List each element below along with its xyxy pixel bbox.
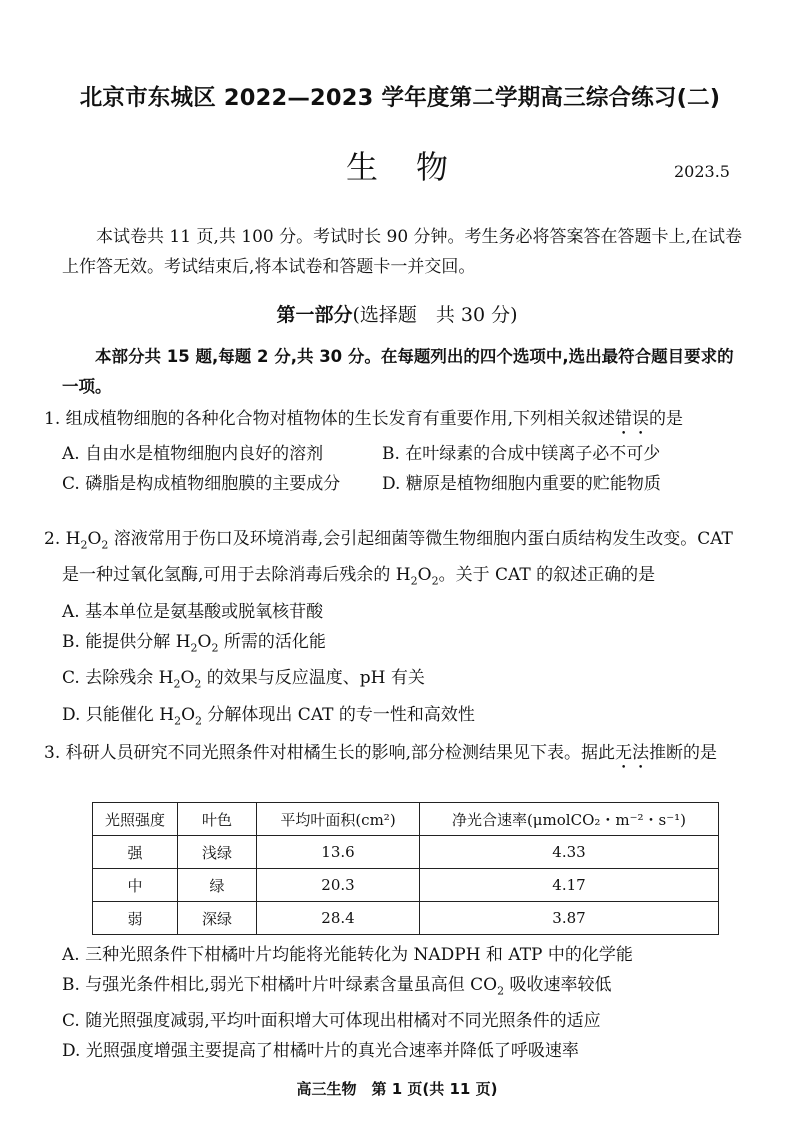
option-text: D. 只能催化 H xyxy=(62,704,175,725)
q2-stem-part: O xyxy=(417,565,432,586)
section-subtitle: (选择题 共 30 分) xyxy=(352,304,518,326)
table-cell: 弱 xyxy=(93,902,178,935)
subscript: 2 xyxy=(431,574,439,588)
question-2 xyxy=(44,524,744,736)
question-3-stem xyxy=(44,738,744,773)
question-3-option-a: A. 三种光照条件下柑橘叶片均能将光能转化为 NADPH 和 ATP 中的化学能 xyxy=(62,945,633,965)
option-text: 所需的活化能 xyxy=(218,631,326,652)
question-3-option-c: C. 随光照强度减弱,平均叶面积增大可体现出柑橘对不同光照条件的适应 xyxy=(62,1011,601,1032)
question-1 xyxy=(44,404,744,499)
table-header: 净光合速率(μmolCO₂・m⁻²・s⁻¹) xyxy=(420,803,719,836)
table-row xyxy=(93,836,719,869)
q2-stem-part: O xyxy=(87,529,102,549)
table-header: 叶色 xyxy=(178,803,257,836)
question-1-emphasis: 错误 xyxy=(615,409,650,429)
light-data-table xyxy=(92,802,719,935)
subscript: 2 xyxy=(410,574,418,588)
question-3 xyxy=(44,738,744,773)
table-header-row xyxy=(93,803,719,836)
exam-date: 2023.5 xyxy=(674,162,730,181)
table-cell: 深绿 xyxy=(178,902,257,935)
section-note: 本部分共 15 题,每题 2 分,共 30 分。在每题列出的四个选项中,选出最符合题目要求的一项。 xyxy=(62,347,734,396)
table-cell: 浅绿 xyxy=(178,836,257,869)
option-text: O xyxy=(197,631,212,652)
table-header: 平均叶面积(cm²) xyxy=(257,803,420,836)
question-3-option-d: D. 光照强度增强主要提高了柑橘叶片的真光合速率并降低了呼吸速率 xyxy=(62,1041,579,1062)
question-1-stem-text: 1. 组成植物细胞的各种化合物对植物体的生长发育有重要作用,下列相关叙述 xyxy=(44,409,616,429)
option-text: 的效果与反应温度、pH 有关 xyxy=(201,668,425,689)
subscript: 2 xyxy=(195,713,202,727)
q2-stem-part: 溶液常用于伤口及环境消毒,会引起细菌等微生物细胞内蛋白质结构发生改变。CAT 是一种过氧化氢酶,可用于去除消毒后残余的 H xyxy=(62,529,733,586)
question-1-options-ab xyxy=(44,439,744,469)
question-3-emphasis: 无法 xyxy=(615,743,650,763)
subscript: 2 xyxy=(80,538,88,552)
question-1-option-d: D. 糖原是植物细胞内重要的贮能物质 xyxy=(382,474,661,494)
section-title: 第一部分 xyxy=(276,304,353,326)
question-1-option-a: A. 自由水是植物细胞内良好的溶剂 xyxy=(62,444,324,464)
subscript: 2 xyxy=(173,677,181,691)
question-2-option-d xyxy=(44,700,744,736)
table-row xyxy=(93,902,719,935)
question-2-option-a: A. 基本单位是氨基酸或脱氧核苷酸 xyxy=(62,601,324,622)
question-1-stem-end: 的是 xyxy=(649,409,684,429)
page-footer: 高三生物 第 1 页(共 11 页) xyxy=(296,1080,498,1098)
table-cell: 3.87 xyxy=(420,902,719,935)
table-cell: 中 xyxy=(93,869,178,902)
question-2-option-b xyxy=(44,627,744,663)
option-text: 吸收速率较低 xyxy=(504,975,612,995)
option-text: O xyxy=(180,668,195,689)
table-header: 光照强度 xyxy=(93,803,178,836)
option-text: B. 与强光条件相比,弱光下柑橘叶片叶绿素含量虽高但 CO xyxy=(62,975,498,995)
subscript: 2 xyxy=(174,713,182,727)
table-cell: 28.4 xyxy=(257,902,420,935)
table-cell: 20.3 xyxy=(257,869,420,902)
table-cell: 4.33 xyxy=(420,836,719,869)
subscript: 2 xyxy=(211,641,219,655)
question-1-options-cd xyxy=(44,469,744,499)
section-heading xyxy=(0,300,794,327)
option-text: 分解体现出 CAT 的专一性和高效性 xyxy=(202,704,475,725)
subscript: 2 xyxy=(190,641,198,655)
option-text: O xyxy=(181,704,195,725)
question-2-stem xyxy=(44,524,744,597)
exam-title: 北京市东城区 2022—2023 学年度第二学期高三综合练习(二) xyxy=(79,85,721,111)
table-row xyxy=(93,869,719,902)
subscript: 2 xyxy=(194,677,202,691)
subject-title: 生物 xyxy=(345,148,486,186)
subscript: 2 xyxy=(497,984,505,998)
question-1-option-b: B. 在叶绿素的合成中镁离子必不可少 xyxy=(382,444,661,464)
exam-instructions: 本试卷共 11 页,共 100 分。考试时长 90 分钟。考生务必将答案答在答题卡上,在试卷上作答无效。考试结束后,将本试卷和答题卡一并交回。 xyxy=(62,227,742,277)
q2-stem-part: 。关于 CAT 的叙述正确的是 xyxy=(438,565,656,586)
subscript: 2 xyxy=(101,538,109,552)
table-cell: 4.17 xyxy=(420,869,719,902)
q2-stem-part: 2. H xyxy=(44,529,81,549)
question-2-option-c xyxy=(44,663,744,699)
table-cell: 13.6 xyxy=(257,836,420,869)
table-cell: 强 xyxy=(93,836,178,869)
question-3-stem-text: 3. 科研人员研究不同光照条件对柑橘生长的影响,部分检测结果见下表。据此 xyxy=(44,743,616,763)
question-1-option-c: C. 磷脂是构成植物细胞膜的主要成分 xyxy=(62,474,341,494)
question-3-stem-end: 推断的是 xyxy=(649,743,718,763)
option-text: C. 去除残余 H xyxy=(62,668,174,689)
table-cell: 绿 xyxy=(178,869,257,902)
option-text: B. 能提供分解 H xyxy=(62,631,191,652)
question-3-option-b xyxy=(44,970,744,1006)
question-1-stem xyxy=(44,404,744,439)
question-3-options xyxy=(44,940,744,1066)
